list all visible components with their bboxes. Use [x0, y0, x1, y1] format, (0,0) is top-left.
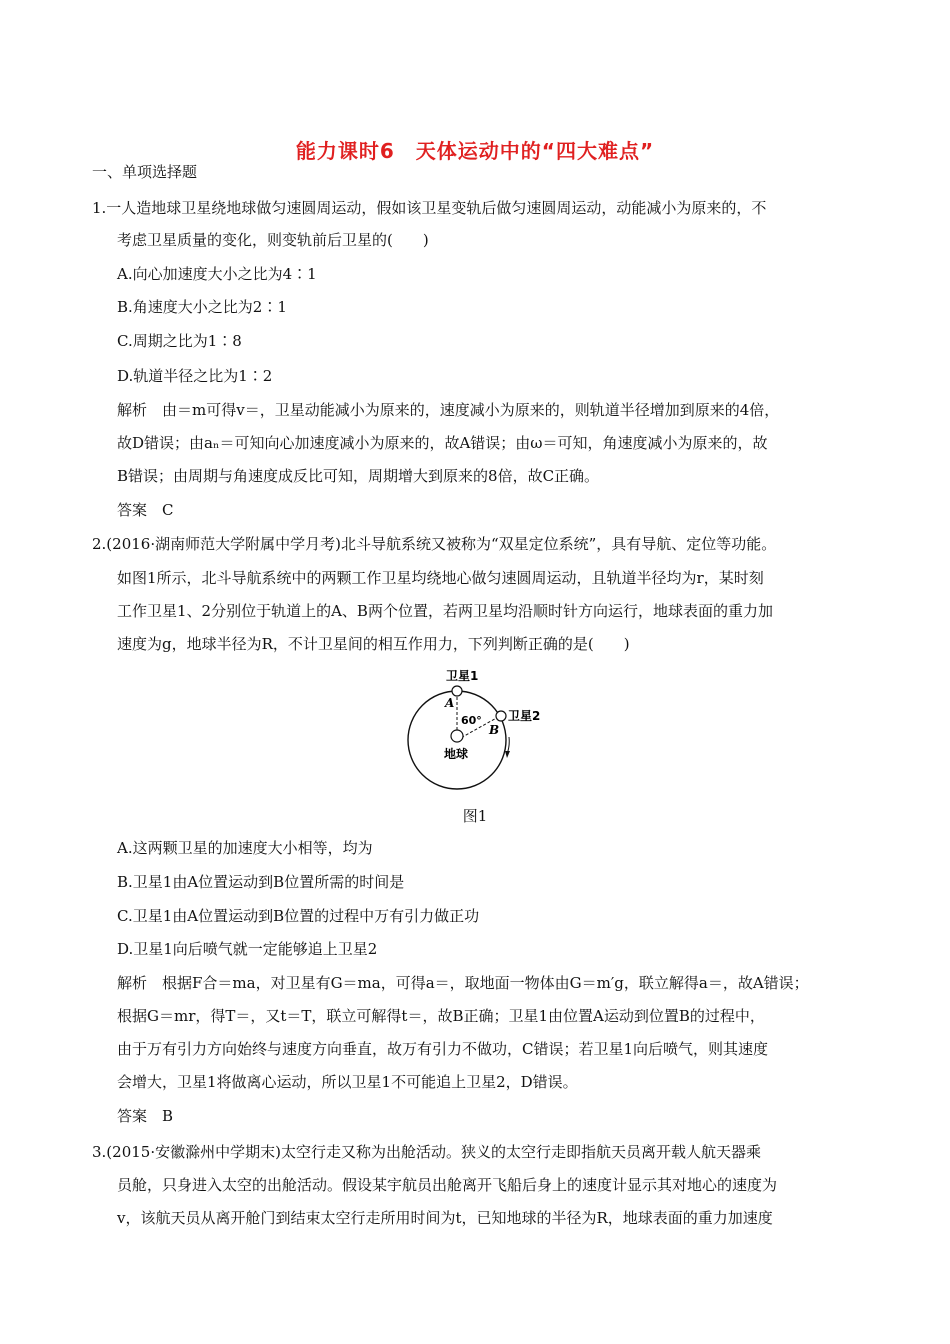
q2-stem-line4: 速度为g，地球半径为R，不计卫星间的相互作用力，下列判断正确的是( ) — [117, 635, 630, 653]
satellite-2-icon — [496, 711, 506, 721]
q1-answer: 答案 C — [117, 501, 174, 519]
q2-analysis-line2: 根据G＝mr，得T＝，又t＝T，联立可解得t＝，故B正确；卫星1由位置A运动到位置B的过程中， — [117, 1007, 765, 1025]
q1-analysis-line1: 解析 由＝m可得v＝，卫星动能减小为原来的，速度减小为原来的，则轨道半径增加到原来的4倍， — [117, 401, 780, 419]
label-point-a: A — [445, 696, 455, 710]
q2-option-c: C.卫星1由A位置运动到B位置的过程中万有引力做正功 — [117, 907, 480, 925]
label-angle: 60° — [461, 714, 482, 727]
q2-stem-line1: 2.(2016·湖南师范大学附属中学月考)北斗导航系统又被称为“双星定位系统”，具有导航、定位等功能。 — [92, 535, 777, 553]
q2-analysis-line4: 会增大，卫星1将做离心运动，所以卫星1不可能追上卫星2，D错误。 — [117, 1073, 578, 1091]
figure-caption: 图1 — [462, 807, 488, 825]
label-satellite-2: 卫星2 — [508, 709, 541, 723]
earth-circle — [451, 730, 463, 742]
q3-stem-line2: 员舱，只身进入太空的出舱活动。假设某宇航员出舱离开飞船后身上的速度计显示其对地心的速度为 — [117, 1176, 778, 1194]
q1-option-d: D.轨道半径之比为1∶2 — [117, 367, 273, 385]
q1-stem-line1: 1.一人造地球卫星绕地球做匀速圆周运动，假如该卫星变轨后做匀速圆周运动，动能减小为原来的，不 — [92, 199, 767, 217]
q2-stem-line2: 如图1所示，北斗导航系统中的两颗工作卫星均绕地心做匀速圆周运动，且轨道半径均为r，某时刻 — [117, 569, 764, 587]
q1-option-c: C.周期之比为1∶8 — [117, 332, 242, 350]
q2-answer: 答案 B — [117, 1107, 174, 1125]
satellite-1-icon — [452, 686, 462, 696]
q2-stem-line3: 工作卫星1、2分别位于轨道上的A、B两个位置，若两卫星均沿顺时针方向运行，地球表面的重力加 — [117, 602, 773, 620]
q2-option-d: D.卫星1向后喷气就一定能够追上卫星2 — [117, 940, 378, 958]
q3-stem-line1: 3.(2015·安徽滁州中学期末)太空行走又称为出舱活动。狭义的太空行走即指航天员离开载人航天器乘 — [92, 1143, 761, 1161]
q2-analysis-line1: 解析 根据F合＝ma，对卫星有G＝ma，可得a＝，取地面一物体由G＝m′g，联立解得a＝，故A错误； — [117, 974, 809, 992]
page-title: 能力课时6 天体运动中的“四大难点” — [295, 139, 655, 163]
arrow-head-icon — [505, 751, 510, 758]
q2-analysis-line3: 由于万有引力方向始终与速度方向垂直，故万有引力不做功，C错误；若卫星1向后喷气，则其速度 — [117, 1040, 769, 1058]
q1-option-a: A.向心加速度大小之比为4∶1 — [117, 265, 317, 283]
q1-stem-line2: 考虑卫星质量的变化，则变轨前后卫星的( ) — [117, 231, 429, 249]
q2-option-a: A.这两颗卫星的加速度大小相等，均为 — [117, 839, 373, 857]
label-satellite-1: 卫星1 — [446, 669, 479, 683]
orbit-figure — [400, 662, 560, 797]
label-point-b: B — [489, 723, 500, 737]
q3-stem-line3: v，该航天员从离开舱门到结束太空行走所用时间为t，已知地球的半径为R，地球表面的重力加速度 — [117, 1209, 773, 1227]
label-earth: 地球 — [444, 747, 469, 761]
section-heading: 一、单项选择题 — [92, 163, 198, 181]
q1-option-b: B.角速度大小之比为2∶1 — [117, 298, 287, 316]
q2-option-b: B.卫星1由A位置运动到B位置所需的时间是 — [117, 873, 405, 891]
q1-analysis-line3: B错误；由周期与角速度成反比可知，周期增大到原来的8倍，故C正确。 — [117, 467, 600, 485]
q1-analysis-line2: 故D错误；由aₙ＝可知向心加速度减小为原来的，故A错误；由ω＝可知，角速度减小为原来的，故 — [117, 434, 768, 452]
